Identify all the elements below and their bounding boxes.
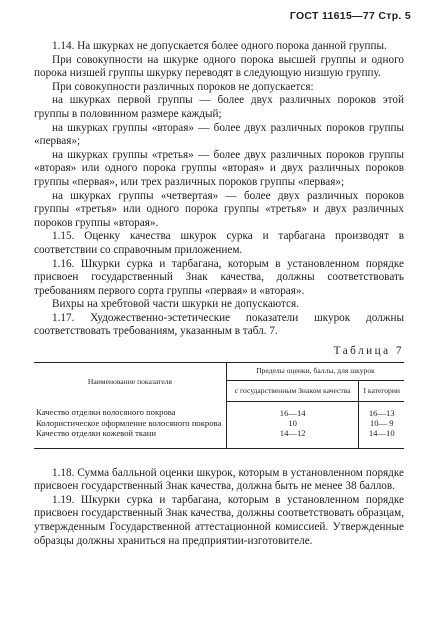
paragraph: Вихры на хребтовой части шкурки не допускаются. <box>52 298 299 311</box>
document-body <box>34 40 404 548</box>
paragraph: 1.16. Шкурки сурка и тарбагана, которым в установленном порядке присвоен государственный Знак качества, должны соответствовать требованиям первого сорта группы «первая» и «вторая». <box>34 257 404 297</box>
paragraph: 1.15. Оценку качества шкурок сурка и тарбагана производят в соответствии со справочным приложением. <box>34 230 404 256</box>
paragraph: на шкурках группы «вторая» — более двух различных пороков группы «первая»; <box>34 121 404 148</box>
table-cell-quality-mark: 10 <box>226 418 359 428</box>
evaluation-table <box>34 362 404 449</box>
table-header-quality-mark: с государственным Знаком качества <box>226 380 359 401</box>
table-header-name: Наименование показателя <box>34 362 226 401</box>
paragraph: на шкурках группы «третья» — более двух различных пороков группы «вторая» или одного порока группы «вторая» и двух различных пороков группы «первая», или трех различных пороков группы «первая»; <box>34 148 404 188</box>
table-cell-first-category: 16—13 <box>368 407 395 418</box>
table-header-first-category: I категории <box>359 380 404 401</box>
paragraph: При совокупности различных пороков не допускается: <box>52 80 314 93</box>
table-cell-indicator: Качество отделки волосяного покрова <box>34 401 226 418</box>
paragraph: на шкурках группы «четвертая» — более двух различных пороков группы «третья» или одного порока группы «третья» и двух различных пороков группы «вторая». <box>34 189 404 229</box>
paragraph: 1.14. На шкурках не допускается более одного порока данной группы. <box>52 40 387 52</box>
table-header-group: Пределы оценки, баллы, для шкурок <box>226 362 404 380</box>
table-row <box>34 401 404 418</box>
page-header: ГОСТ 11615—77 Стр. 5 <box>289 10 411 22</box>
paragraph-group-top <box>34 40 404 339</box>
paragraph: 1.18. Сумма балльной оценки шкурок, которым в установленном порядке присвоен государственный Знак качества, должна быть не менее 38 баллов. <box>34 466 404 493</box>
paragraph-group-bottom <box>34 467 404 549</box>
table-row <box>34 428 404 449</box>
paragraph: на шкурках первой группы — более двух различных пороков этой группы в половинном размере каждый; <box>34 94 404 120</box>
paragraph: 1.17. Художественно-эстетические показатели шкурок должны соответствовать требованиям, указанным в табл. 7. <box>34 311 404 338</box>
table-cell-quality-mark: 14—12 <box>226 428 359 449</box>
paragraph: 1.19. Шкурки сурка и тарбагана, которым в установленном порядке присвоен государственный Знак качества, должны соответствовать образцам, утвержденным Государственной аттестационной комиссией. Утвержденные образцы должны храниться на предприятии-изготовителе. <box>34 493 404 547</box>
paragraph: При совокупности на шкурке одного порока высшей группы и одного порока низшей группы шкурку переводят в следующую низшую группу. <box>34 53 404 80</box>
table-caption: Таблица 7 <box>333 345 404 358</box>
table-cell-indicator: Качество отделки кожевой ткани <box>34 428 226 449</box>
table-cell-first-category: 14—10 <box>359 428 404 449</box>
table-cell-quality-mark: 16—14 <box>226 401 359 418</box>
table-cell-first-category: 10— 9 <box>369 417 394 428</box>
table-cell-indicator: Колористическое оформление волосяного покрова <box>34 418 226 428</box>
table-row <box>34 418 404 428</box>
